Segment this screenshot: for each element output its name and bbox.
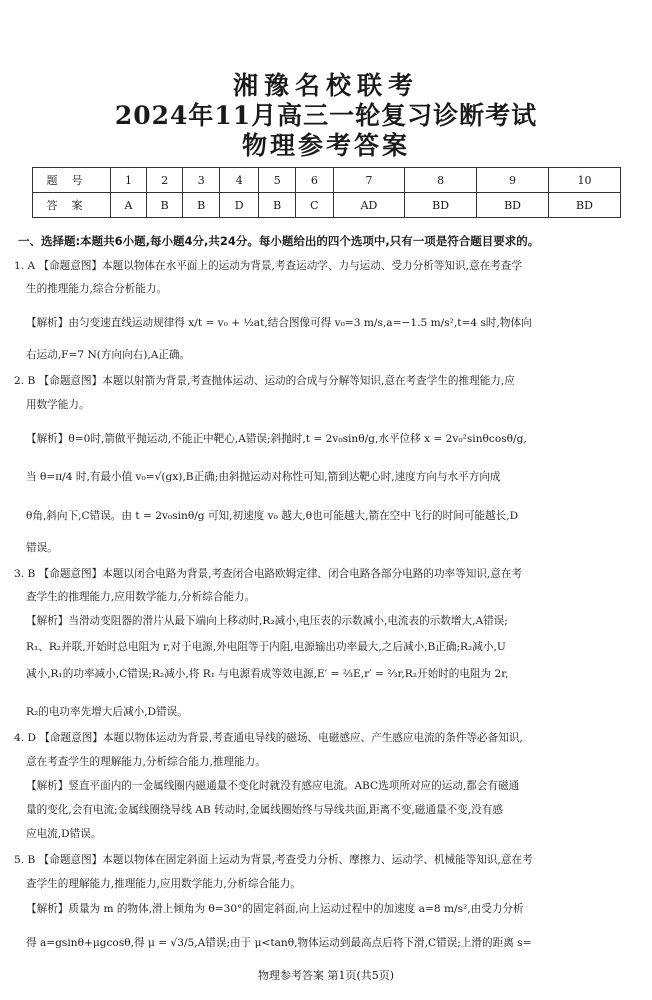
table-cell: D xyxy=(219,193,258,218)
text-line: 量的变化,会有电流;金属线圈绕导线 AB 转动时,金属线圈始终与导线共面,距离不变,磁通量不变,没有感 xyxy=(26,804,503,816)
table-cell: 2 xyxy=(146,168,183,193)
table-cell: B xyxy=(183,193,220,218)
table-cell: 6 xyxy=(295,168,333,193)
row-label-answer: 答案 xyxy=(33,193,111,218)
table-cell: 5 xyxy=(259,168,296,193)
subject-title: 物理参考答案 xyxy=(241,131,410,160)
table-cell: 3 xyxy=(183,168,220,193)
answer-table xyxy=(32,167,621,218)
text-line: 4. D 【命题意图】本题以物体运动为背景,考查通电导线的磁场、电磁感应、产生感应电流的条件等必备知识, xyxy=(14,732,523,744)
table-cell: C xyxy=(295,193,333,218)
text-line: 生的推理能力,综合分析能力。 xyxy=(26,283,168,295)
text-line: 【解析】θ=0时,箭做平抛运动,不能正中靶心,A错误;斜抛时,t = 2v₀sinθ/g,水平位移 x = 2v₀²sinθcosθ/g, xyxy=(26,433,527,445)
table-cell: BD xyxy=(477,193,549,218)
table-cell: AD xyxy=(333,193,404,218)
table-cell: B xyxy=(146,193,183,218)
text-line: 右运动,F=7 N(方向向右),A正确。 xyxy=(26,349,191,361)
page-footer: 物理参考答案 第1页(共5页) xyxy=(257,969,395,982)
exam-name-title: 2024年11月高三一轮复习诊断考试 xyxy=(114,101,538,130)
text-line: 用数学能力。 xyxy=(26,399,90,411)
text-line: 【解析】当滑动变阻器的滑片从最下端向上移动时,R₂减小,电压表的示数减小,电流表的示数增大,A错误; xyxy=(26,615,508,627)
exam-union-title: 湘豫名校联考 xyxy=(232,71,419,100)
text-line: R₁、R₂并联,开始时总电阻为 r,对于电源,外电阻等于内阻,电源输出功率最大,之后减小,B正确;R₂减小,U xyxy=(26,641,506,653)
row-label-number: 题号 xyxy=(33,168,111,193)
text-line: θ角,斜向下,C错误。由 t = 2v₀sinθ/g 可知,初速度 v₀ 越大,θ也可能越大,箭在空中飞行的时间可能越长,D xyxy=(26,510,519,522)
text-line: 当 θ=π/4 时,有最小值 v₀=√(gx),B正确;由斜抛运动对称性可知,箭到达靶心时,速度方向与水平方向成 xyxy=(26,471,501,483)
table-cell: A xyxy=(111,193,147,218)
text-line: 得 a=gsinθ+μgcosθ,得 μ = √3/5,A错误;由于 μ<tanθ,物体运动到最高点后将下滑,C错误;上滑的距离 s= xyxy=(26,937,532,949)
table-cell: 1 xyxy=(111,168,147,193)
section-heading: 一、选择题:本题共6小题,每小题4分,共24分。每小题给出的四个选项中,只有一项是符合题目要求的。 xyxy=(18,234,540,248)
text-line: 5. B 【命题意图】本题以物体在固定斜面上运动为背景,考查受力分析、摩擦力、运动学、机械能等知识,意在考 xyxy=(14,854,533,866)
table-cell: 8 xyxy=(405,168,477,193)
table-cell: B xyxy=(259,193,296,218)
table-cell: 10 xyxy=(549,168,621,193)
text-line: 【解析】竖直平面内的一金属线圈内磁通量不变化时就没有感应电流。ABC选项所对应的运动,都会有磁通 xyxy=(26,780,520,792)
text-line: 3. B 【命题意图】本题以闭合电路为背景,考查闭合电路欧姆定律、闭合电路各部分电路的功率等知识,意在考 xyxy=(14,568,523,580)
table-row-numbers xyxy=(33,168,621,193)
text-line: 减小,R₁的功率减小,C错误;R₂减小,将 R₁ 与电源看成等效电源,E′ = ⅔E,r′ = ⅔r,R₂开始时的电阻为 2r, xyxy=(26,668,509,680)
text-line: 【解析】质量为 m 的物体,滑上倾角为 θ=30°的固定斜面,向上运动过程中的加速度 a=8 m/s²,由受力分析 xyxy=(26,903,524,915)
text-line: 查学生的推理能力,应用数学能力,分析综合能力。 xyxy=(26,591,256,603)
text-line: 2. B 【命题意图】本题以射箭为背景,考查抛体运动、运动的合成与分解等知识,意在考查学生的推理能力,应 xyxy=(14,375,515,387)
table-cell: BD xyxy=(405,193,477,218)
text-line: 1. A 【命题意图】本题以物体在水平面上的运动为背景,考查运动学、力与运动、受力分析等知识,意在考查学 xyxy=(14,260,522,272)
text-line: 错误。 xyxy=(26,542,58,554)
text-line: R₂的电功率先增大后减小,D错误。 xyxy=(26,706,188,718)
table-cell: 9 xyxy=(477,168,549,193)
text-line: 【解析】由匀变速直线运动规律得 x/t = v₀ + ½at,结合图像可得 v₀=3 m/s,a=−1.5 m/s²,t=4 s时,物体向 xyxy=(26,317,532,329)
table-cell: 4 xyxy=(219,168,258,193)
table-cell: BD xyxy=(549,193,621,218)
text-line: 意在考查学生的理解能力,分析综合能力,推理能力。 xyxy=(26,756,266,768)
table-cell: 7 xyxy=(333,168,404,193)
table-row-answers xyxy=(33,193,621,218)
text-line: 查学生的理解能力,推理能力,应用数学能力,分析综合能力。 xyxy=(26,878,301,890)
text-line: 应电流,D错误。 xyxy=(26,828,102,840)
